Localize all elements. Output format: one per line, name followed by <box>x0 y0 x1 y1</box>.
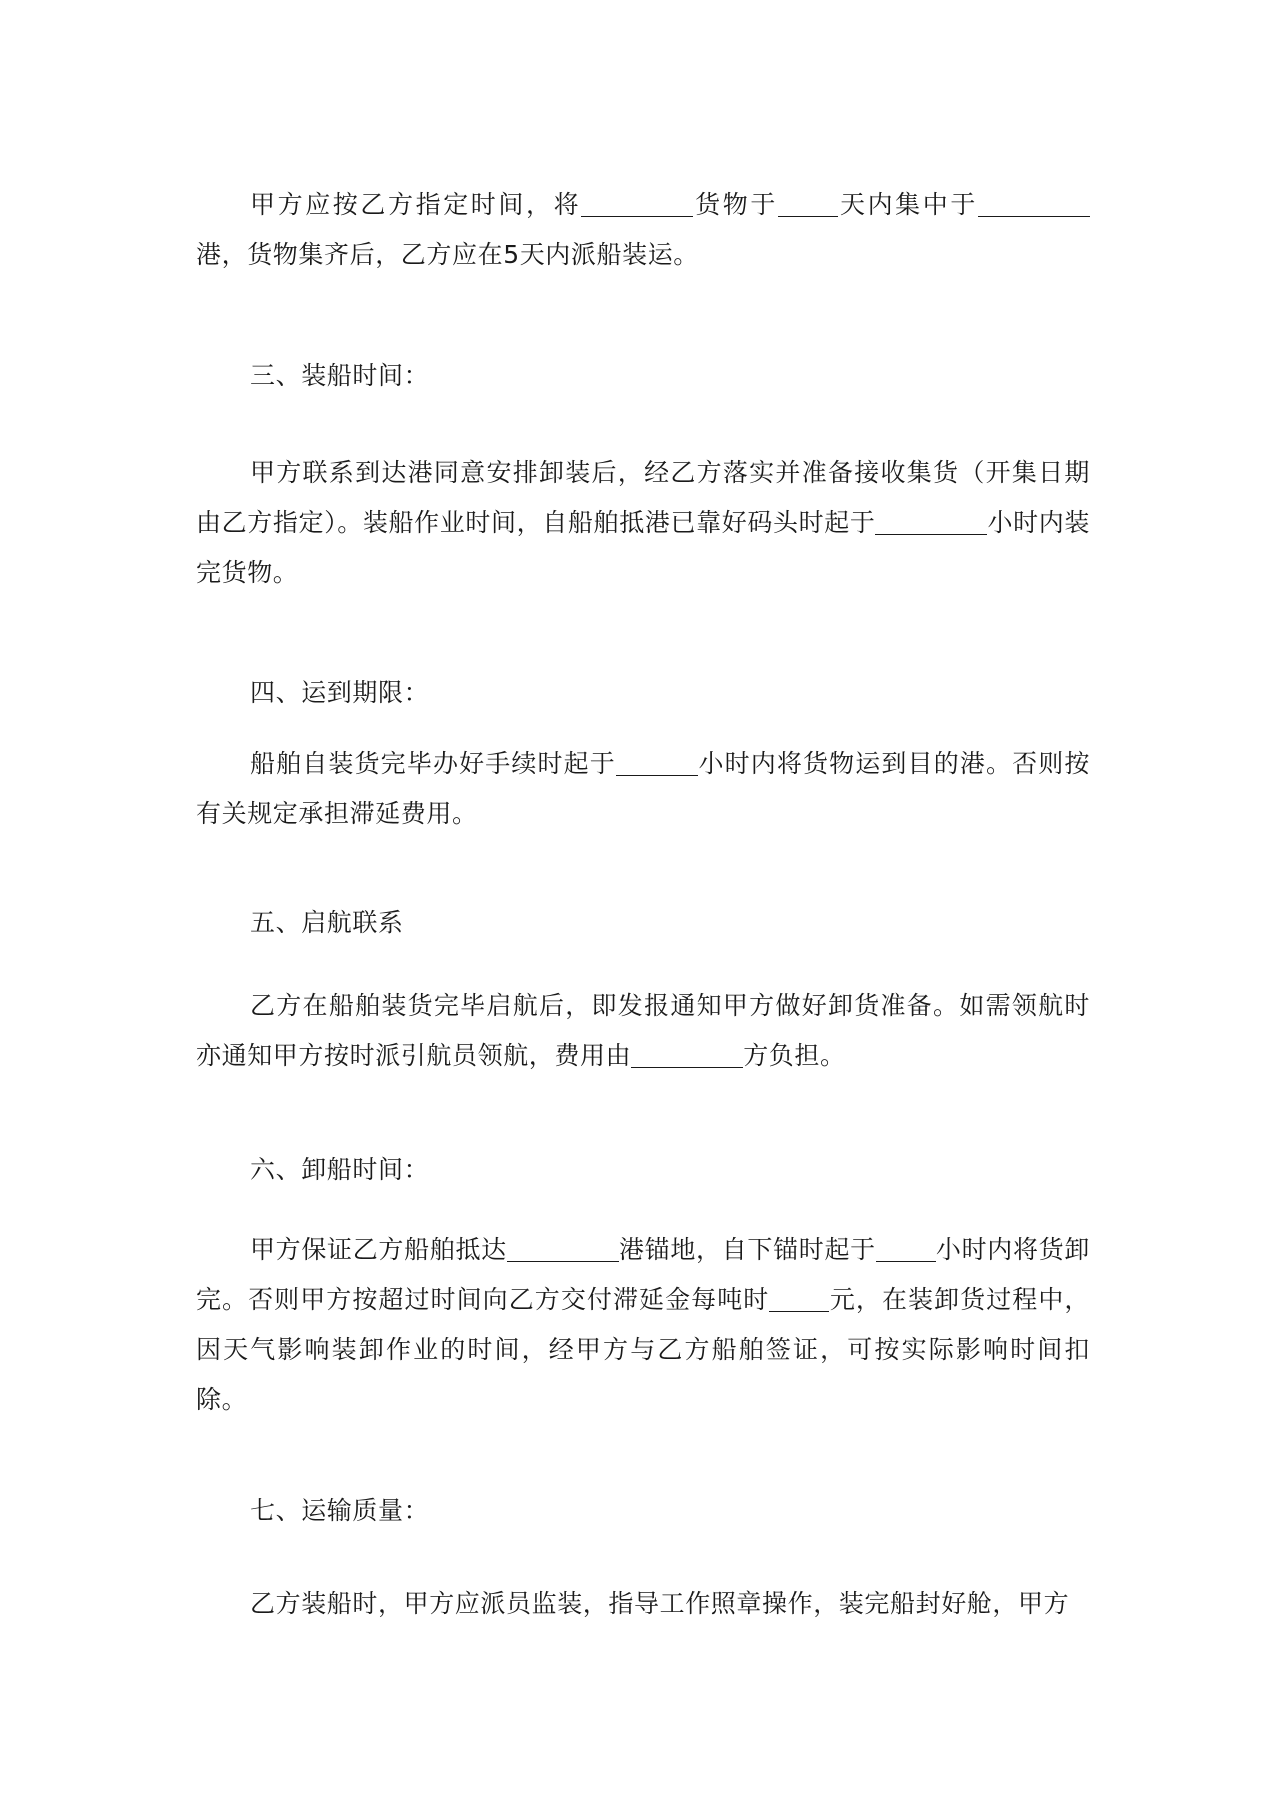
paragraph-text: 港锚地，自下锚时起于 <box>618 1235 876 1264</box>
paragraph-text: 方负担。 <box>743 1041 846 1070</box>
clause-paragraph-delivery <box>196 739 1090 839</box>
paragraph-text: 乙方装船时，甲方应派员监装，指导工作照章操作，装完船封好舱，甲方 <box>250 1589 1070 1618</box>
fill-blank-transit-hours[interactable] <box>616 745 698 776</box>
paragraph-text: 小时内装完货物。 <box>196 508 1090 587</box>
paragraph-text: 元，在装卸货过程中，因天气影响装卸作业的时间，经甲方与乙方船舶签证，可按实际影响时间扣除。 <box>196 1285 1090 1414</box>
fill-blank-port[interactable] <box>978 186 1090 217</box>
paragraph-text: 甲方联系到达港同意安排卸装后，经乙方落实并准备接收集货（开集日期由乙方指定）。装船作业时间，自船舶抵港已靠好码头时起于 <box>196 458 1090 537</box>
paragraph-text: 船舶自装货完毕办好手续时起于 <box>250 749 616 778</box>
clause-paragraph-loading <box>196 448 1090 598</box>
paragraph-text: 货物于 <box>693 190 778 219</box>
fill-blank-unloading-hours[interactable] <box>876 1231 936 1262</box>
clause-paragraph-unloading <box>196 1225 1090 1425</box>
paragraph-text: 甲方保证乙方船舶抵达 <box>250 1235 507 1264</box>
fill-blank-days[interactable] <box>778 186 838 217</box>
paragraph-text: 港，货物集齐后，乙方应在5天内派船装运。 <box>196 240 699 269</box>
fill-blank-demurrage-rate[interactable] <box>769 1281 829 1312</box>
paragraph-text: 小时内将货物运到目的港。否则按有关规定承担滞延费用。 <box>196 749 1090 828</box>
paragraph-text: 乙方在船舶装货完毕启航后，即发报通知甲方做好卸货准备。如需领航时亦通知甲方按时派引航员领航，费用由 <box>196 991 1090 1070</box>
fill-blank-anchor-port[interactable] <box>507 1231 619 1262</box>
fill-blank-goods[interactable] <box>581 186 693 217</box>
paragraph-text: 小时内将货卸完。否则甲方按超过时间向乙方交付滞延金每吨时 <box>196 1235 1090 1314</box>
clause-paragraph-collection <box>196 180 1090 280</box>
section-heading-loading-time: 三、装船时间： <box>250 361 430 390</box>
clause-paragraph-departure <box>196 981 1090 1081</box>
paragraph-text: 天内集中于 <box>837 190 978 219</box>
fill-blank-loading-hours[interactable] <box>875 504 987 535</box>
clause-paragraph-quality <box>196 1579 1090 1629</box>
section-heading-departure-contact: 五、启航联系 <box>250 908 404 937</box>
section-heading-unloading-time: 六、卸船时间： <box>250 1155 430 1184</box>
paragraph-text: 甲方应按乙方指定时间，将 <box>250 190 582 219</box>
section-heading-delivery-period: 四、运到期限： <box>250 678 430 707</box>
section-heading-transport-quality: 七、运输质量： <box>250 1496 430 1525</box>
fill-blank-fee-party[interactable] <box>631 1037 743 1068</box>
